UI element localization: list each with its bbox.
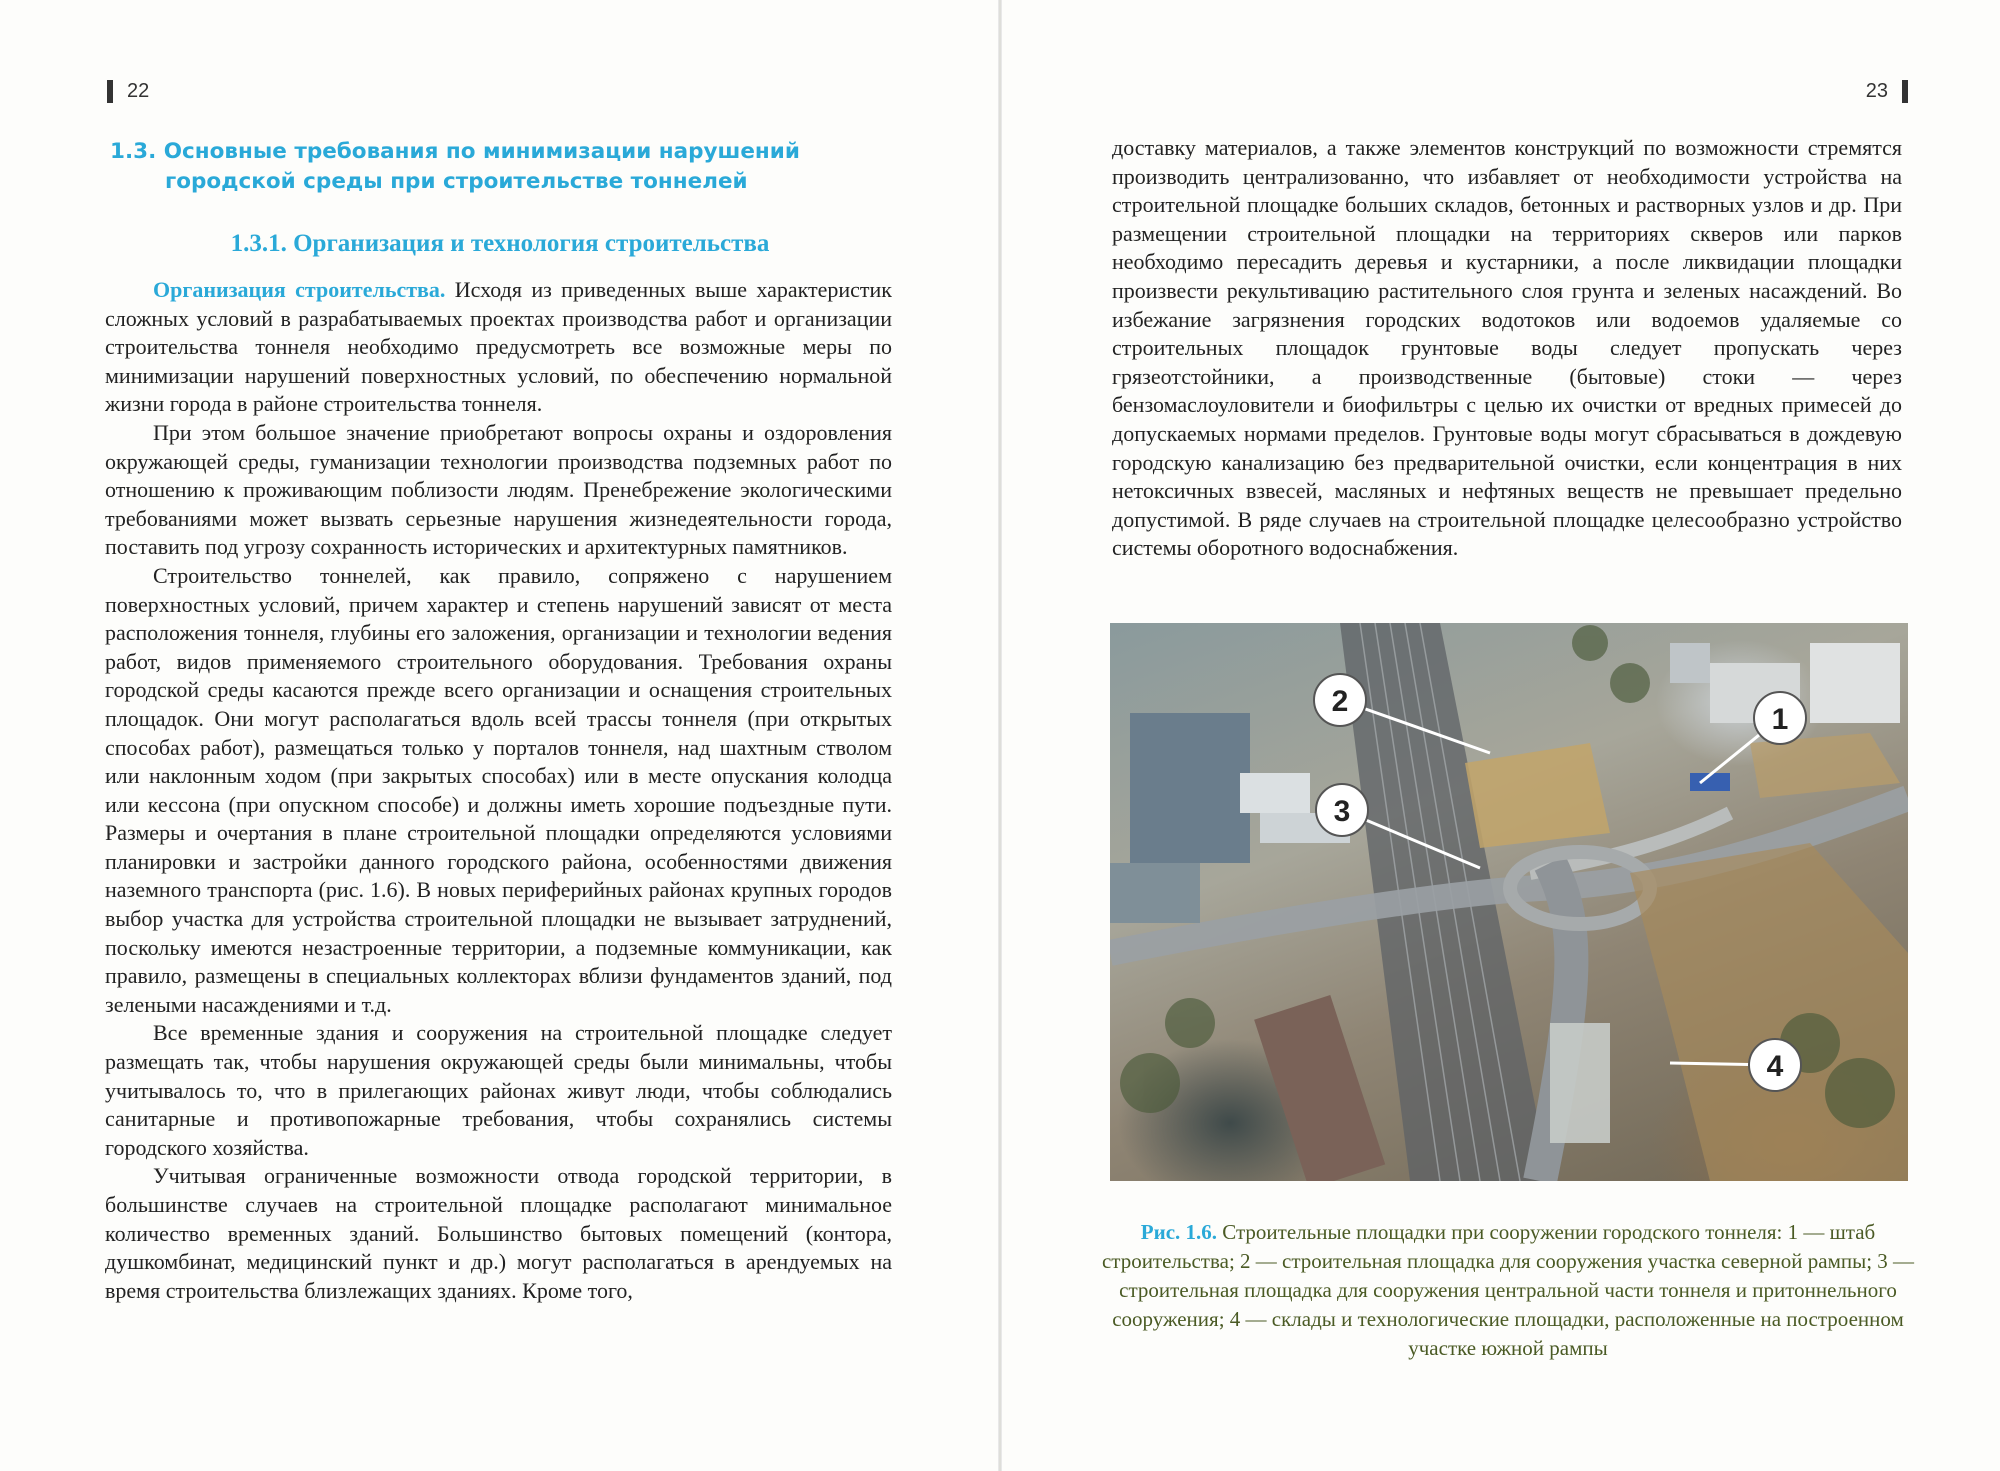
paragraph: Строительство тоннелей, как правило, сопряжено с нарушением поверхностных условий, причем характер и степень нарушений зависят от места расположения тоннеля, глубины его заложения, организации и технологии ведения работ, видов применяемого строительного оборудования. Требования охраны городской среды касаются прежде всего организации и оснащения строительных площадок. Они могут располагаться вдоль всей трассы тоннеля (при открытых способах работ), размещаться только у порталов тоннеля, над шахтным стволом или наклонным ходом (при закрытых способах) или в месте опускания колодца или кессона (при опускном способе) и должны иметь хорошие подъездные пути. Размеры и очертания в плане строительной площадки определяются условиями планировки и застройки данного городского района, особенностями движения наземного транспорта (рис. 1.6). В новых периферийных районах крупных городов выбор участка для устройства строительной площадки не вызывает затруднений, поскольку имеются незастроенные территории, а подземные коммуникации, как правило, размещены в специальных коллекторах вблизи фундаментов зданий, под зелеными насаждениями и т.д. [105,562,892,1017]
figure-caption [1100,1218,1916,1363]
paragraph: Учитывая ограниченные возможности отвода городской территории, в большинстве случаев на строительной площадке располагают минимальное количество временных зданий. Большинство бытовых помещений (контора, душкомбинат, медицинский пункт и др.) могут располагаться в арендуемых на время строительства близлежащих зданиях. Кроме того, [105,1163,892,1303]
marker-4: 4 [1766,1050,1784,1083]
section-heading [110,137,880,197]
page-number-right: 23 [1866,80,1908,103]
right-page [1000,0,2000,1471]
marker-1: 1 [1771,703,1789,736]
right-body-text [1112,134,1902,563]
runin-heading: Организация строительства. [153,277,446,302]
figure-caption-text: Строительные площадки при сооружении городского тоннеля: 1 — штаб строительства; 2 — строительная площадка для сооружения участка северной рампы; 3 — строительная площадка для сооружения центральной части тоннеля и притоннельного сооружения; 4 — склады и технологические площадки, расположенные на построенном участке южной рампы [1101,1220,1915,1360]
marker-3: 3 [1333,795,1351,828]
subsection-heading: 1.3.1. Организация и технология строительства [230,230,770,257]
marker-2: 2 [1331,685,1349,718]
paragraph: доставку материалов, а также элементов конструкций по возможности стремятся производить централизованно, что избавляет от необходимости устройства на строительной площадке больших складов, бетонных и растворных узлов и др. При размещении строительной площадки на территориях скверов или парков необходимо пересадить деревья и кустарники, а после ликвидации площадки произвести рекультивацию растительного слоя грунта и зеленых насаждений. Во избежание загрязнения городских водотоков или водоемов удаляемые со строительных площадок грунтовые воды следует пропускать через грязеотстойники, а производственные (бытовые) стоки — через бензомаслоуловители и биофильтры с целью их очистки от вредных примесей до допускаемых нормами пределов. Грунтовые воды могут сбрасываться в дождевую городскую канализацию без предварительной очистки, если концентрация в них нетоксичных взвесей, масляных и нефтяных веществ не превышает предельно допустимой. В ряде случаев на строительной площадке целесообразно устройство системы оборотного водоснабжения. [1112,135,1902,561]
aerial-photo-drawing [1110,623,1908,1181]
section-heading-line1: 1.3. Основные требования по минимизации нарушений [110,139,800,164]
page-number-left: 22 [107,80,149,103]
paragraph: Все временные здания и сооружения на строительной площадке следует размещать так, чтобы нарушения окружающей среды были минимальны, чтобы учитывалось то, что в прилегающих районах живут люди, чтобы соблюдались санитарные и противопожарные требования, чтобы сохранялись системы городского хозяйства. [105,1020,892,1160]
paragraph [105,276,892,419]
paragraph-text: Исходя из приведенных выше характеристик сложных условий в разрабатываемых проектах производства работ и организации строительства тоннеля необходимо предусмотреть все возможные меры по минимизации нарушений поверхностных условий, по обеспечению нормальной жизни города в районе строительства тоннеля. [105,277,892,417]
left-body-text [105,276,892,1305]
aerial-photo [1110,623,1908,1181]
figure-label: Рис. 1.6. [1140,1220,1218,1244]
paragraph: При этом большое значение приобретают вопросы охраны и оздоровления окружающей среды, гуманизации технологии производства подземных работ по отношению к проживающим поблизости людям. Пренебрежение экологическими требованиями может вызвать серьезные нарушения жизнедеятельности города, поставить под угрозу сохранность исторических и архитектурных памятников. [105,419,892,560]
section-heading-line2: городской среды при строительстве тоннелей [165,169,748,194]
